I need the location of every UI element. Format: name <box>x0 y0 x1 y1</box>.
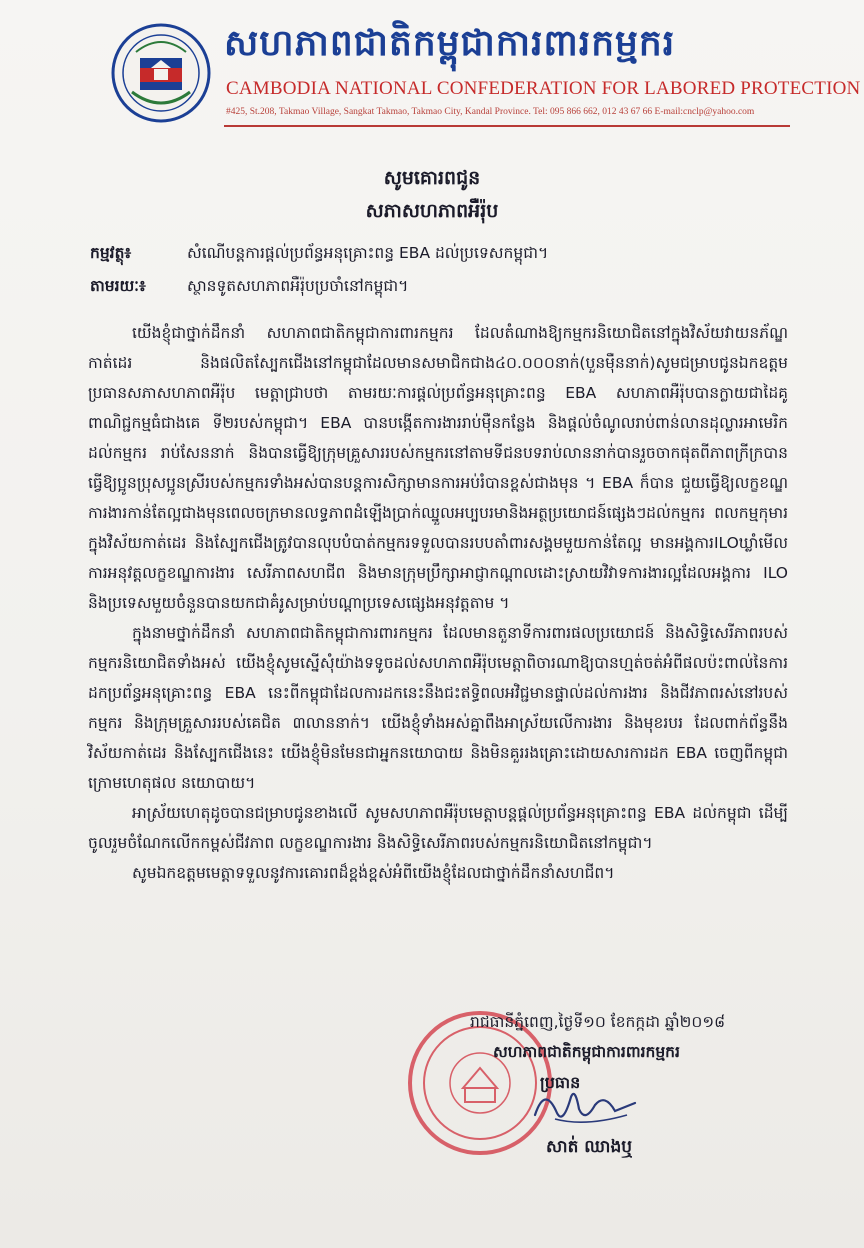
via-line <box>90 276 408 299</box>
addressee: សភាសហភាពអឺរ៉ុប <box>365 200 499 222</box>
signatory-title: ប្រធាន <box>540 1073 581 1092</box>
organization-logo <box>110 22 212 124</box>
signatory-name: សាត់ ឈាងឬ <box>546 1137 633 1157</box>
body-paragraph: ក្នុងនាមថ្នាក់ដឹកនាំ សហភាពជាតិកម្ពុជាការពារកម្មករ ដែលមានតួនាទីការពារផលប្រយោជន៍ និងសិទ្ធិសេរីភាពរបស់កម្មករនិយោជិតទាំងអស់ យើងខ្ញុំសូមស្នើសុំយ៉ាងទទូចដល់សហភាពអឺរ៉ុបមេត្តាពិចារណាឱ្យបានហ្មត់ចត់អំពីផលប៉ះពាល់នៃការដកប្រព័ន្ធអនុគ្រោះពន្ធ EBA នេះពីកម្ពុជាដែលការដកនេះនឹងជះឥទ្ធិពលអវិជ្ជមានផ្ទាល់ដល់ការងារ និងជីវភាពរស់នៅរបស់កម្មករ និងក្រុមគ្រួសាររបស់គេជិត ៣លាននាក់។ យើងខ្ញុំទាំងអស់គ្នាពឹងអាស្រ័យលើការងារ និងមុខរបរ ដែលពាក់ព័ន្ធនឹងវិស័យកាត់ដេរ និងស្បែកជើងនេះ យើងខ្ញុំមិនមែនជាអ្នកនយោបាយ និងមិនគួររងគ្រោះដោយសារការដក EBA ចេញពីកម្ពុជា ក្រោមហេតុផល នយោបាយ។ <box>88 624 788 792</box>
body-paragraph: អាស្រ័យហេតុដូចបានជម្រាបជូនខាងលើ សូមសហភាពអឺរ៉ុបមេត្តាបន្តផ្តល់ប្រព័ន្ធអនុគ្រោះពន្ធ EBA ដល់កម្ពុជា ដើម្បីចូលរួមចំណែកលើកកម្ពស់ជីវភាព លក្ខខណ្ឌការងារ និងសិទ្ធិសេរីភាពរបស់កម្មករនិយោជិតនៅកម្ពុជា។ <box>88 804 788 852</box>
body-paragraph: យើងខ្ញុំជាថ្នាក់ដឹកនាំ សហភាពជាតិកម្ពុជាការពារកម្មករ ដែលតំណាងឱ្យកម្មករនិយោជិតនៅក្នុងវិស័យវាយនភ័ណ្ឌកាត់ដេរ និងផលិតស្បែកជើងនៅកម្ពុជាដែលមានសមាជិកជាង៤០.០០០នាក់(បួនម៉ឺននាក់)សូមជម្រាបជូនឯកឧត្តម ប្រធានសភាសហភាពអឺរ៉ុប មេត្តាជ្រាបថា តាមរយៈការផ្តល់ប្រព័ន្ធអនុគ្រោះពន្ធ EBA សហភាពអឺរ៉ុបបានក្លាយជាដៃគូពាណិជ្ជកម្មធំជាងគេ ទី២របស់កម្ពុជា។ EBA បានបង្កើតការងាររាប់ម៉ឺនកន្លែង និងផ្តល់ចំណូលរាប់ពាន់លានដុល្លារអាមេរិក ដល់កម្មករ រាប់សែននាក់ និងបានធ្វើឱ្យក្រុមគ្រួសាររបស់កម្មករនៅតាមទីជនបទរាប់លាននាក់បានរួចចាកផុតពីភាពក្រីក្របានធ្វើឱ្យប្អូនប្រុសប្អូនស្រីរបស់កម្មករទាំងអស់បានបន្តការសិក្សាមានការអប់រំបានខ្ពស់ជាងមុន ។ EBA ក៏បាន ជួយធ្វើឱ្យលក្ខខណ្ឌការងារកាន់តែល្អជាងមុនពេលចក្រមានលទ្ធភាពដំឡើងប្រាក់ឈ្នួលអប្បបរមានិងអត្ថប្រយោជន៍ផ្សេងៗដល់កម្មករ ពលកម្មកុមារក្នុងវិស័យកាត់ដេរ និងស្បែកជើងត្រូវបានលុបបំបាត់កម្មករទទួលបានរបបតាំពារសង្គមមួយកាន់តែល្អ មានអង្គការILOឃ្លាំមើលការអនុវត្តលក្ខខណ្ឌការងារ សេរីភាពសហជីព និងមានក្រុមប្រឹក្សាអាជ្ញាកណ្តាលដោះស្រាយវិវាទការងារល្អដែលអង្គការ ILO និងប្រទេសមួយចំនួនបានយកជាគំរូសម្រាប់បណ្តាប្រទេសផ្សេងអនុវត្តតាម ។ <box>88 324 788 612</box>
org-name-english: CAMBODIA NATIONAL CONFEDERATION FOR LABORED PROTECTION <box>226 78 861 99</box>
org-address: #425, St.208, Takmao Village, Sangkat Takmao, Takmao City, Kandal Province. Tel: 095 866 662, 012 43 67 66 E-mail:cnclp@yahoo.com <box>226 107 755 117</box>
letter-body <box>88 318 788 888</box>
date-line: រាជធានីភ្នំពេញ,ថ្ងៃទី១០ ខែកក្កដា ឆ្នាំ២០១៨ <box>470 1013 726 1031</box>
salutation: សូមគោរពជូន <box>383 167 481 189</box>
subject-line <box>90 243 548 266</box>
subject-label: កម្មវត្ថុ៖ <box>90 244 132 262</box>
signatory-organization: សហភាពជាតិកម្ពុជាការពារកម្មករ <box>493 1043 680 1061</box>
via-label: តាមរយៈ៖ <box>90 277 146 295</box>
via-text: ស្ថានទូតសហភាពអឺរ៉ុបប្រចាំនៅកម្ពុជា។ <box>186 277 409 295</box>
closing-paragraph: សូមឯកឧត្តមមេត្តាទទួលនូវការគោរពដ៏ខ្ពង់ខ្ពស់អំពីយើងខ្ញុំដែលជាថ្នាក់ដឹកនាំសហជីព។ <box>132 864 615 882</box>
header-divider <box>224 125 790 127</box>
org-name-khmer: សហភាពជាតិកម្ពុជាការពារកម្មករ <box>224 22 676 64</box>
subject-text: សំណើបន្តការផ្តល់ប្រព័ន្ធអនុគ្រោះពន្ធ EBA ដល់ប្រទេសកម្ពុជា។ <box>186 244 549 262</box>
handwritten-signature <box>515 1075 645 1135</box>
